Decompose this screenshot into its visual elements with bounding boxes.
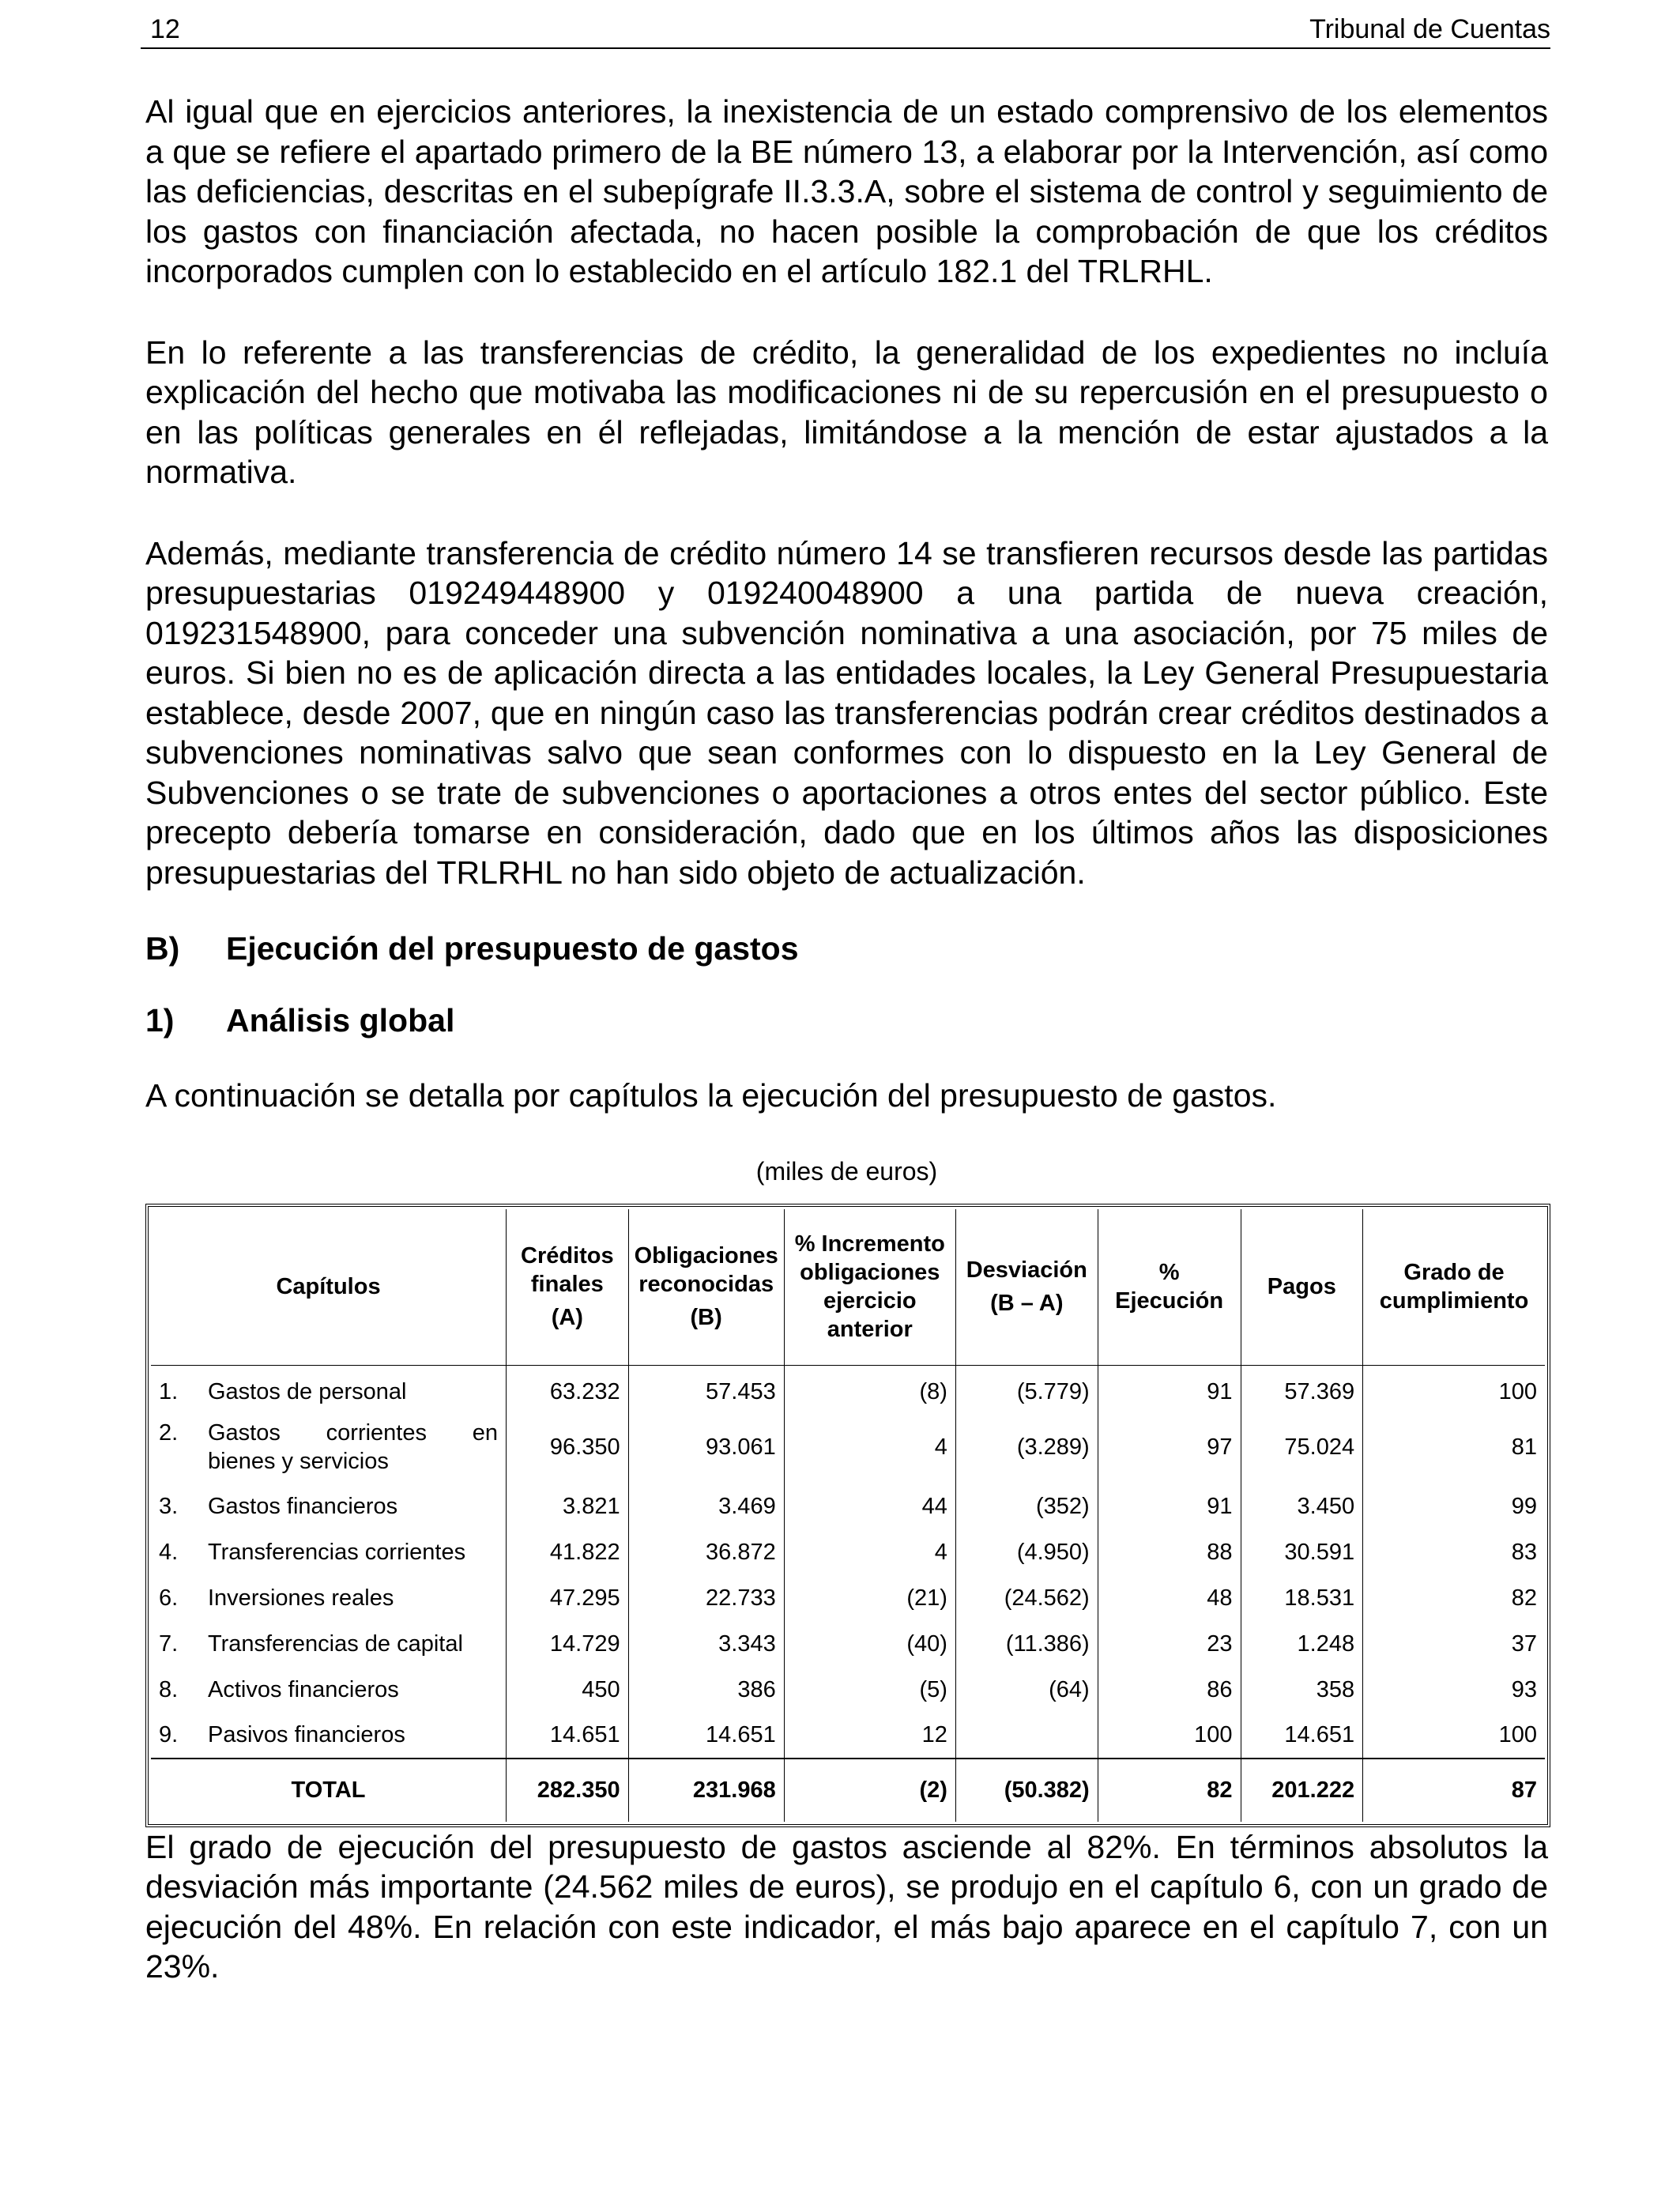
table-units: (miles de euros) (755, 1156, 938, 1186)
capitulo-cell: 1. Gastos de personal (159, 1378, 407, 1404)
col-header-capitulos: Capítulos (276, 1274, 381, 1300)
col-header-obligaciones: Obligaciones reconocidas (B) (628, 1209, 784, 1366)
obligaciones-cell: 14.651 (628, 1713, 784, 1759)
pagos-cell: 3.450 (1241, 1483, 1363, 1529)
subsection-heading (145, 1002, 1548, 1039)
section-heading (145, 930, 1548, 967)
paragraph: En lo referente a las transferencias de crédito, la generalidad de los expedientes no incluía explicación del hecho que motivaba las modificaciones ni de su repercusión en el presupuesto o en las políticas generales en él reflejadas, limitándose a la mención de estar ajustados a la normativa. (145, 334, 1548, 490)
desviacion-cell: (64) (955, 1667, 1098, 1713)
paragraph: Al igual que en ejercicios anteriores, la inexistencia de un estado comprensivo de los elementos a que se refiere el apartado primero de la BE número 13, a elaborar por la Intervención, así como las deficiencias, descritas en el subepígrafe II.3.3.A, sobre el sistema de control y seguimiento de los gastos con financiación afectada, no hacen posible la comprobación de que los créditos incorporados cumplen con lo establecido en el artículo 182.1 del TRLRHL. (145, 93, 1548, 289)
desviacion-cell: (11.386) (955, 1621, 1098, 1667)
incremento-cell: 4 (784, 1412, 955, 1483)
capitulo-cell: 7. Transferencias de capital (159, 1630, 463, 1657)
total-creditos: 282.350 (507, 1759, 629, 1822)
header-title: Tribunal de Cuentas (1309, 14, 1550, 44)
desviacion-cell: (3.289) (955, 1412, 1098, 1483)
grado-cell: 81 (1363, 1412, 1545, 1483)
budget-execution-table (151, 1209, 1545, 1822)
total-pagos: 201.222 (1241, 1759, 1363, 1822)
creditos-cell: 63.232 (507, 1366, 629, 1412)
ejecucion-cell: 48 (1098, 1575, 1241, 1621)
pagos-cell: 75.024 (1241, 1412, 1363, 1483)
pagos-cell: 358 (1241, 1667, 1363, 1713)
page-header (141, 11, 1550, 49)
ejecucion-cell: 86 (1098, 1667, 1241, 1713)
col-header-ejecucion: % Ejecución (1098, 1209, 1241, 1366)
pagos-cell: 1.248 (1241, 1621, 1363, 1667)
table-row (151, 1621, 1545, 1667)
creditos-cell: 14.651 (507, 1713, 629, 1759)
table-row (151, 1713, 1545, 1759)
creditos-cell: 450 (507, 1667, 629, 1713)
table-row (151, 1483, 1545, 1529)
grado-cell: 100 (1363, 1366, 1545, 1412)
ejecucion-cell: 88 (1098, 1529, 1241, 1575)
desviacion-cell: (24.562) (955, 1575, 1098, 1621)
total-ejecucion: 82 (1098, 1759, 1241, 1822)
incremento-cell: (5) (784, 1667, 955, 1713)
budget-table-frame (145, 1204, 1550, 1827)
obligaciones-cell: 36.872 (628, 1529, 784, 1575)
obligaciones-cell: 22.733 (628, 1575, 784, 1621)
obligaciones-cell: 3.469 (628, 1483, 784, 1529)
creditos-cell: 41.822 (507, 1529, 629, 1575)
grado-cell: 83 (1363, 1529, 1545, 1575)
ejecucion-cell: 23 (1098, 1621, 1241, 1667)
obligaciones-cell: 57.453 (628, 1366, 784, 1412)
total-label: TOTAL (291, 1777, 366, 1803)
table-total-row (151, 1759, 1545, 1822)
col-header-creditos: Créditos finales (A) (507, 1209, 629, 1366)
grado-cell: 99 (1363, 1483, 1545, 1529)
incremento-cell: (40) (784, 1621, 955, 1667)
desviacion-cell: (352) (955, 1483, 1098, 1529)
total-obligaciones: 231.968 (628, 1759, 784, 1822)
table-row (151, 1529, 1545, 1575)
pagos-cell: 14.651 (1241, 1713, 1363, 1759)
incremento-cell: 4 (784, 1529, 955, 1575)
total-incremento: (2) (784, 1759, 955, 1822)
table-header-row (151, 1209, 1545, 1366)
page-number: 12 (150, 14, 180, 44)
obligaciones-cell: 3.343 (628, 1621, 784, 1667)
creditos-cell: 3.821 (507, 1483, 629, 1529)
creditos-cell: 47.295 (507, 1575, 629, 1621)
paragraph: Además, mediante transferencia de crédito número 14 se transfieren recursos desde las partidas presupuestarias 019249448900 y 019240048900 a una partida de nueva creación, 019231548900, para conceder una subvención nominativa a una asociación, por 75 miles de euros. Si bien no es de aplicación directa a las entidades locales, la Ley General Presupuestaria establece, desde 2007, que en ningún caso las transferencias podrán crear créditos destinados a subvenciones nominativas salvo que sean conformes con lo dispuesto en la Ley General de Subvenciones o se trate de subvenciones o aportaciones a otros entes del sector público. Este precepto debería tomarse en consideración, dado que en los últimos años las disposiciones presupuestarias del TRLRHL no han sido objeto de actualización. (145, 534, 1548, 891)
obligaciones-cell: 386 (628, 1667, 784, 1713)
col-header-grado: Grado de cumplimiento (1363, 1209, 1545, 1366)
section-title: Ejecución del presupuesto de gastos (226, 930, 799, 967)
ejecucion-cell: 91 (1098, 1366, 1241, 1412)
capitulo-cell: 4. Transferencias corrientes (159, 1539, 466, 1565)
capitulo-cell: 2. Gastos corrientes en bienes y servicios (159, 1420, 499, 1474)
capitulo-cell: 3. Gastos financieros (159, 1493, 398, 1519)
grado-cell: 82 (1363, 1575, 1545, 1621)
ejecucion-cell: 97 (1098, 1412, 1241, 1483)
page-content (145, 92, 1548, 2028)
ejecucion-cell: 100 (1098, 1713, 1241, 1759)
grado-cell: 93 (1363, 1667, 1545, 1713)
desviacion-cell: (5.779) (955, 1366, 1098, 1412)
capitulo-cell: 8. Activos financieros (159, 1676, 399, 1702)
pagos-cell: 30.591 (1241, 1529, 1363, 1575)
col-header-pagos: Pagos (1241, 1209, 1363, 1366)
col-header-incremento: % Incremento obligaciones ejercicio anterior (784, 1209, 955, 1366)
creditos-cell: 14.729 (507, 1621, 629, 1667)
subsection-number: 1) (145, 1002, 175, 1039)
closing-paragraph: El grado de ejecución del presupuesto de gastos asciende al 82%. En términos absolutos la desviación más importante (24.562 miles de euros), se produjo en el capítulo 6, con un grado de ejecución del 48%. En relación con este indicador, el más bajo aparece en el capítulo 7, con un 23%. (145, 1828, 1548, 1985)
pagos-cell: 18.531 (1241, 1575, 1363, 1621)
total-grado: 87 (1363, 1759, 1545, 1822)
incremento-cell: 12 (784, 1713, 955, 1759)
capitulo-cell: 9. Pasivos financieros (159, 1722, 405, 1747)
table-row (151, 1366, 1545, 1412)
table-row (151, 1575, 1545, 1621)
col-header-desviacion: Desviación (B – A) (955, 1209, 1098, 1366)
total-desviacion: (50.382) (955, 1759, 1098, 1822)
subsection-title: Análisis global (226, 1002, 455, 1039)
desviacion-cell (955, 1713, 1098, 1759)
desviacion-cell: (4.950) (955, 1529, 1098, 1575)
incremento-cell: (8) (784, 1366, 955, 1412)
grado-cell: 100 (1363, 1713, 1545, 1759)
ejecucion-cell: 91 (1098, 1483, 1241, 1529)
pagos-cell: 57.369 (1241, 1366, 1363, 1412)
creditos-cell: 96.350 (507, 1412, 629, 1483)
incremento-cell: 44 (784, 1483, 955, 1529)
obligaciones-cell: 93.061 (628, 1412, 784, 1483)
grado-cell: 37 (1363, 1621, 1545, 1667)
incremento-cell: (21) (784, 1575, 955, 1621)
table-row (151, 1412, 1545, 1483)
table-row (151, 1667, 1545, 1713)
capitulo-cell: 6. Inversiones reales (159, 1585, 394, 1611)
table-intro: A continuación se detalla por capítulos la ejecución del presupuesto de gastos. (145, 1077, 1277, 1114)
section-number: B) (145, 930, 180, 967)
